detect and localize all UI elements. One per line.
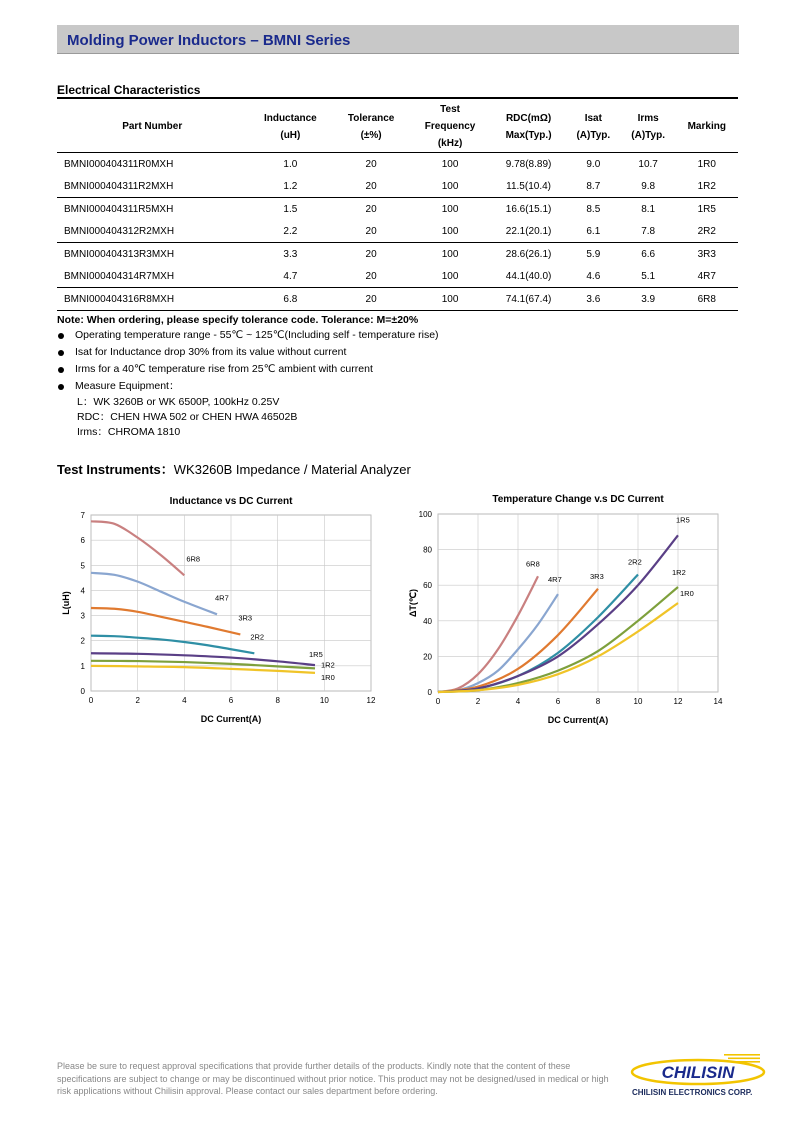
- table-row: [57, 265, 738, 288]
- x-tick-label: 8: [275, 696, 280, 705]
- chart-title: Temperature Change v.s DC Current: [492, 494, 664, 505]
- table-cell: 1.5: [283, 203, 298, 215]
- column-header: RDC(mΩ) Max(Typ.): [491, 101, 566, 153]
- chart-title: Inductance vs DC Current: [169, 496, 293, 507]
- table-cell: 2.2: [247, 220, 333, 243]
- note-bullet: Operating temperature range - 55℃ ~ 125℃(Including self - temperature rise): [57, 327, 747, 344]
- series-label-2r2: 2R2: [250, 632, 265, 642]
- table-cell: 20: [365, 203, 377, 215]
- series-label-1r0: 1R0: [321, 672, 335, 682]
- test-instruments-value: WK3260B Impedance / Material Analyzer: [173, 462, 411, 477]
- table-cell: 8.1: [641, 203, 656, 215]
- table-row: [57, 153, 738, 176]
- x-tick-label: 6: [555, 697, 561, 706]
- x-axis-label: DC Current(A): [547, 715, 609, 725]
- series-label-1r2: 1R2: [672, 567, 686, 577]
- table-cell: 6.6: [641, 248, 656, 260]
- table-cell: 44.1(40.0): [491, 265, 566, 288]
- table-cell: 100: [409, 175, 491, 198]
- y-axis-label: L(uH): [61, 591, 71, 615]
- equipment-item: RDC：CHEN HWA 502 or CHEN HWA 46502B: [77, 411, 298, 423]
- note-bullet: Measure Equipment：: [57, 378, 747, 395]
- x-tick-label: 0: [435, 697, 441, 706]
- series-label-2r2: 2R2: [628, 557, 642, 567]
- table-cell: 100: [441, 158, 459, 170]
- table-cell: BMNI000404314R7MXH: [57, 265, 247, 288]
- x-tick-label: 14: [713, 697, 723, 706]
- equipment-item: L：WK 3260B or WK 6500P, 100kHz 0.25V: [77, 396, 280, 408]
- series-label-3r3: 3R3: [590, 571, 604, 581]
- table-cell: 8.7: [566, 175, 621, 198]
- table-cell: 1.2: [247, 175, 333, 198]
- column-header: Part Number: [57, 101, 247, 153]
- table-cell: BMNI000404311R0MXH: [64, 158, 174, 170]
- note-bullet: Irms for a 40℃ temperature rise from 25℃ ambient with current: [57, 361, 747, 378]
- bullet-dot: [58, 350, 64, 356]
- bullet-dot: [58, 384, 64, 390]
- logo-wordmark: CHILISIN: [661, 1063, 735, 1082]
- table-cell: 20: [365, 248, 377, 260]
- column-header: Marking: [676, 101, 738, 153]
- series-label-6r8: 6R8: [186, 554, 201, 564]
- table-cell: 100: [409, 265, 491, 288]
- x-tick-label: 12: [673, 697, 683, 706]
- table-row: [57, 198, 738, 221]
- column-header: Inductance (uH): [247, 101, 333, 153]
- column-header: Isat (A)Typ.: [566, 101, 621, 153]
- table-cell: BMNI000404313R3MXH: [64, 248, 175, 260]
- table-cell: 3.3: [283, 248, 298, 260]
- bullet-dot: [58, 367, 64, 373]
- header-bar: [57, 25, 739, 54]
- y-tick-label: 4: [80, 586, 85, 596]
- table-cell: 1.0: [283, 158, 298, 170]
- equipment-list: [57, 395, 747, 440]
- series-label-4r7: 4R7: [548, 575, 562, 585]
- table-cell: 10.7: [638, 158, 658, 170]
- y-axis-label: ΔT(℃): [408, 588, 418, 618]
- table-cell: 7.8: [621, 220, 676, 243]
- table-cell: 28.6(26.1): [505, 248, 552, 260]
- x-tick-label: 2: [135, 696, 140, 705]
- series-label-1r2: 1R2: [321, 660, 335, 670]
- table-cell: 20: [333, 220, 409, 243]
- table-cell: 2R2: [676, 220, 738, 243]
- y-tick-label: 60: [423, 581, 432, 591]
- table-cell: 4.7: [247, 265, 333, 288]
- test-instruments-label: Test Instruments：: [57, 462, 174, 477]
- table-cell: 6.8: [247, 288, 333, 311]
- table-cell: 4R7: [676, 265, 738, 288]
- table-header-row: [57, 101, 738, 153]
- table-cell: 20: [333, 265, 409, 288]
- table-cell: 3R3: [697, 248, 716, 260]
- table-cell: 100: [409, 288, 491, 311]
- table-cell: BMNI000404316R8MXH: [57, 288, 247, 311]
- x-axis-label: DC Current(A): [200, 714, 262, 724]
- x-tick-label: 10: [319, 696, 329, 705]
- test-instruments: [57, 459, 411, 478]
- temperature-chart: [405, 488, 735, 733]
- x-tick-label: 2: [475, 697, 481, 706]
- table-cell: 5.9: [586, 248, 601, 260]
- table-cell: BMNI000404311R5MXH: [64, 203, 174, 215]
- series-label-4r7: 4R7: [215, 593, 229, 603]
- table-cell: 22.1(20.1): [491, 220, 566, 243]
- y-tick-label: 2: [80, 636, 85, 646]
- notes-section: [57, 313, 747, 440]
- equipment-item: Irms：CHROMA 1810: [77, 426, 181, 438]
- table-cell: 20: [333, 175, 409, 198]
- column-header: Tolerance (±%): [333, 101, 409, 153]
- y-tick-label: 7: [80, 511, 85, 520]
- x-tick-label: 6: [228, 696, 234, 705]
- note-bullet: Isat for Inductance drop 30% from its value without current: [57, 344, 747, 361]
- table-row: [57, 220, 738, 243]
- series-label-1r5: 1R5: [676, 515, 690, 525]
- x-tick-label: 8: [595, 697, 601, 706]
- y-tick-label: 5: [80, 561, 85, 571]
- inductance-chart: [55, 490, 385, 730]
- ordering-note: Note: When ordering, please specify tolerance code. Tolerance: M=±20%: [57, 314, 419, 326]
- table-cell: 3.9: [621, 288, 676, 311]
- series-label-3r3: 3R3: [238, 613, 253, 623]
- y-tick-label: 6: [80, 536, 85, 546]
- y-tick-label: 1: [80, 661, 85, 671]
- table-cell: 100: [409, 220, 491, 243]
- table-cell: 8.5: [586, 203, 601, 215]
- column-header: Test Frequency (kHz): [409, 101, 491, 153]
- x-tick-label: 4: [515, 697, 521, 706]
- table-cell: 9.78(8.89): [505, 158, 552, 170]
- table-cell: 20: [333, 288, 409, 311]
- table-cell: 3.6: [566, 288, 621, 311]
- table-cell: 1R2: [676, 175, 738, 198]
- series-label-6r8: 6R8: [526, 559, 540, 569]
- table-cell: 5.1: [621, 265, 676, 288]
- bullet-dot: [58, 333, 64, 339]
- column-header: Irms (A)Typ.: [621, 101, 676, 153]
- y-tick-label: 100: [418, 510, 432, 519]
- table-cell: 1R5: [697, 203, 716, 215]
- table-row: [57, 175, 738, 198]
- electrical-characteristics-table: [57, 101, 738, 311]
- page-title: Molding Power Inductors – BMNI Series: [67, 32, 351, 49]
- table-row: [57, 288, 738, 311]
- y-tick-label: 80: [423, 545, 432, 555]
- table-cell: BMNI000404312R2MXH: [57, 220, 247, 243]
- table-cell: 6R8: [676, 288, 738, 311]
- x-tick-label: 12: [366, 696, 376, 705]
- series-label-1r5: 1R5: [309, 650, 323, 660]
- table-cell: 4.6: [566, 265, 621, 288]
- y-tick-label: 3: [80, 611, 85, 621]
- y-tick-label: 0: [427, 688, 432, 697]
- table-cell: 9.8: [621, 175, 676, 198]
- x-tick-label: 10: [633, 697, 643, 706]
- table-row: [57, 243, 738, 266]
- footer-disclaimer: Please be sure to request approval specifications that provide further details of the products. Kindly note that the content of these specifications are subject to change or may be discontinued without prior notice. This product may not be designed/used in medical or high risk applications without Chilisin approval. Please contact our sales department before ordering.: [57, 1061, 609, 1096]
- table-cell: 16.6(15.1): [505, 203, 552, 215]
- table-cell: 20: [365, 158, 377, 170]
- x-tick-label: 4: [182, 696, 187, 705]
- y-tick-label: 20: [423, 652, 432, 662]
- y-tick-label: 40: [423, 616, 432, 626]
- y-tick-label: 0: [80, 687, 85, 696]
- table-cell: 74.1(67.4): [491, 288, 566, 311]
- company-name: CHILISIN ELECTRONICS CORP.: [632, 1088, 753, 1097]
- section-divider: [57, 97, 738, 99]
- table-cell: 11.5(10.4): [491, 175, 566, 198]
- x-tick-label: 0: [88, 696, 94, 705]
- table-cell: 6.1: [566, 220, 621, 243]
- table-cell: 9.0: [586, 158, 601, 170]
- section-title: Electrical Characteristics: [57, 83, 201, 97]
- table-cell: 100: [441, 248, 459, 260]
- table-cell: 100: [441, 203, 459, 215]
- table-cell: BMNI000404311R2MXH: [57, 175, 247, 198]
- series-label-1r0: 1R0: [680, 589, 694, 598]
- table-cell: 1R0: [697, 158, 716, 170]
